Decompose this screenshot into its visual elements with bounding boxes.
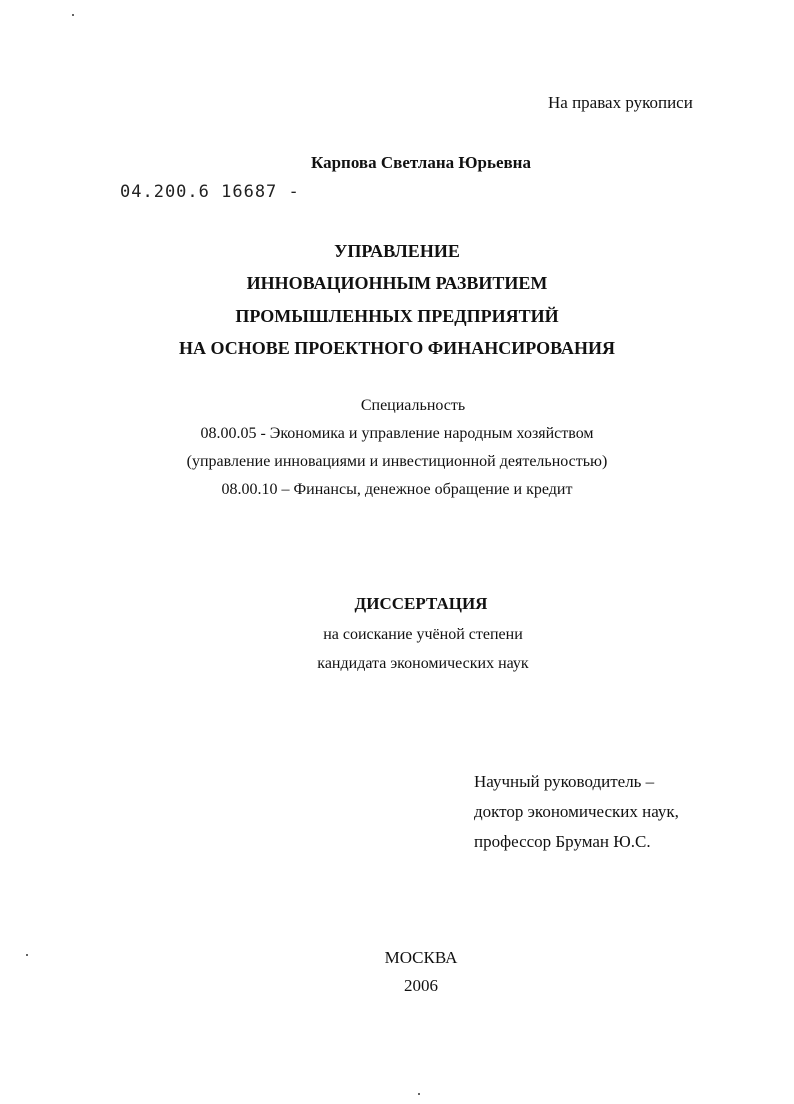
supervisor-line: профессор Бруман Ю.С.	[474, 832, 651, 851]
title-line: ИННОВАЦИОННЫМ РАЗВИТИЕМ	[246, 273, 548, 293]
dissertation-heading: ДИССЕРТАЦИЯ	[354, 594, 488, 613]
author-name: Карпова Светлана Юрьевна	[311, 153, 531, 172]
supervisor-line: Научный руководитель –	[474, 772, 655, 791]
degree-line: кандидата экономических наук	[317, 655, 529, 672]
title-line: УПРАВЛЕНИЕ	[334, 241, 460, 261]
year: 2006	[404, 976, 438, 995]
rights-note: На правах рукописи	[548, 93, 693, 112]
title-line: НА ОСНОВЕ ПРОЕКТНОГО ФИНАНСИРОВАНИЯ	[179, 338, 615, 358]
supervisor-line: доктор экономических наук,	[474, 802, 679, 821]
specialty-line: 08.00.10 – Финансы, денежное обращение и кредит	[221, 481, 573, 498]
scan-speck	[418, 1093, 420, 1095]
scan-speck	[72, 14, 74, 16]
registry-number: 04.200.6 16687	[120, 182, 278, 202]
specialty-line: 08.00.05 - Экономика и управление народным хозяйством	[200, 425, 594, 442]
degree-line: на соискание учёной степени	[323, 626, 523, 643]
city: МОСКВА	[384, 948, 458, 967]
title-line: ПРОМЫШЛЕННЫХ ПРЕДПРИЯТИЙ	[235, 306, 559, 326]
specialty-label: Специальность	[360, 397, 466, 414]
registry-stamp	[120, 182, 300, 202]
dash-mark: -	[277, 182, 300, 202]
specialty-line: (управление инновациями и инвестиционной деятельностью)	[186, 453, 608, 470]
